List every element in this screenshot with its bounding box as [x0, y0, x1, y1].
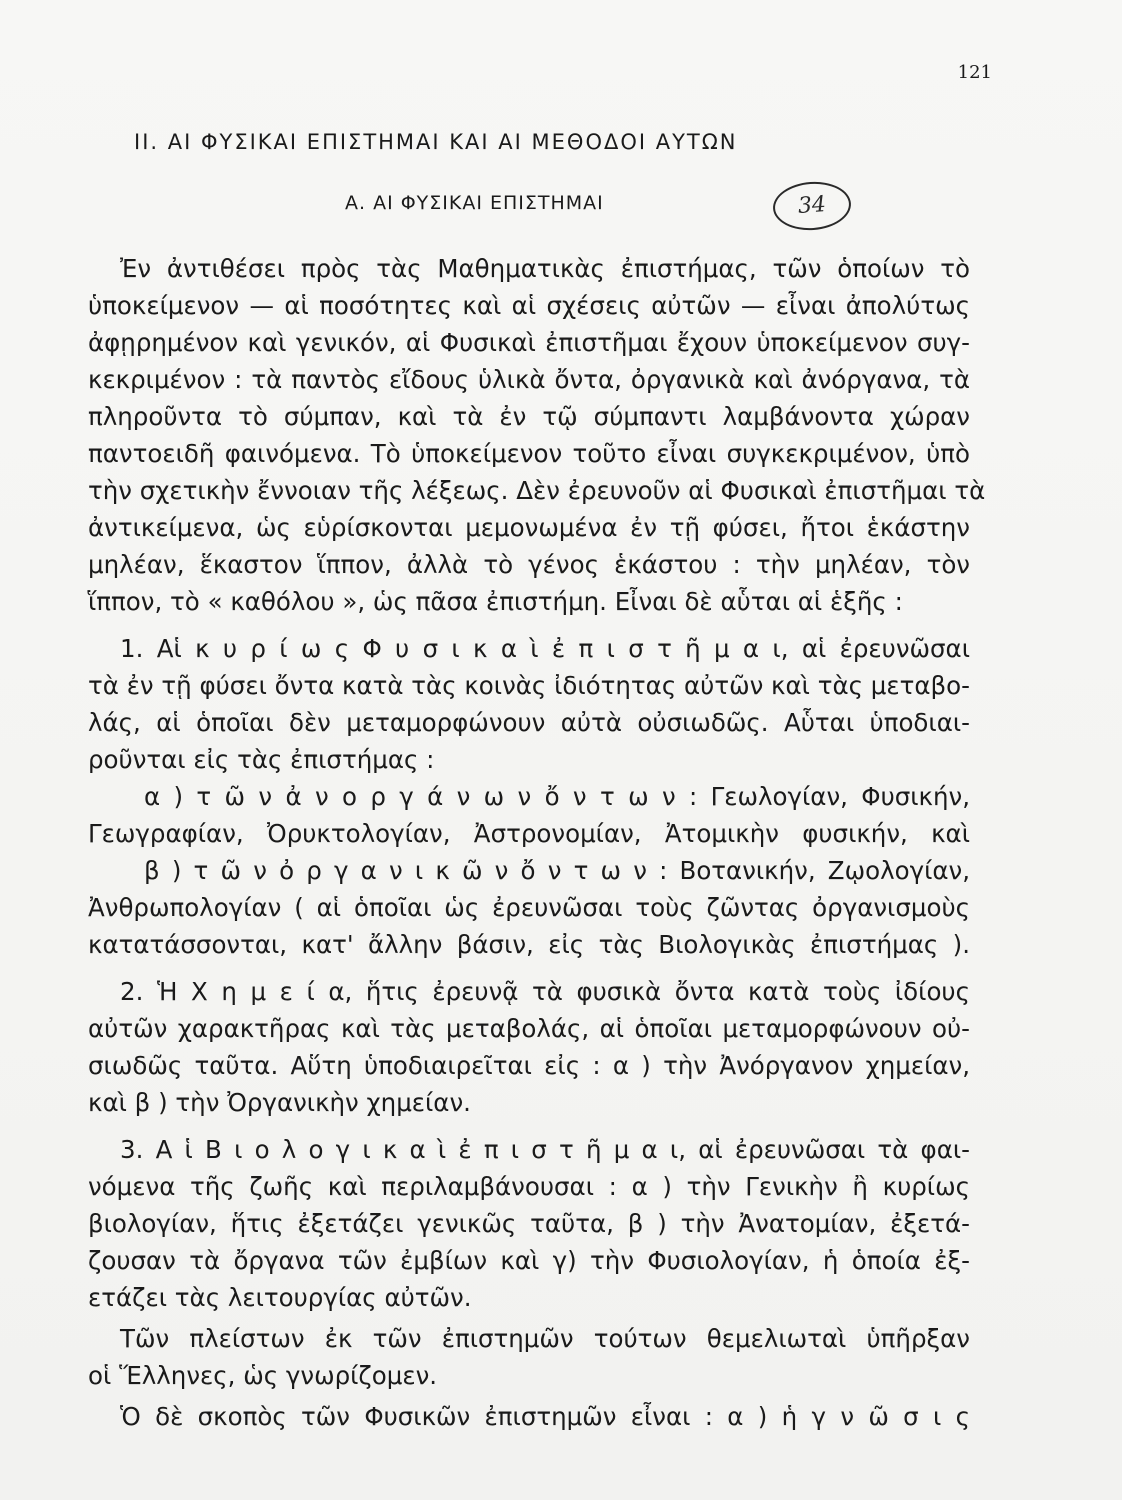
text-line: ὑποκείμενον — αἱ ποσότητες καὶ αἱ σχέσεις αὐτῶν — εἶναι ἀπολύτως — [88, 291, 970, 320]
body-text — [88, 250, 986, 1435]
text-line: Γεωγραφίαν, Ὀρυκτολογίαν, Ἀστρονομίαν, Ἀτομικὴν φυσικήν, καὶ — [88, 819, 970, 848]
page-number: 121 — [957, 62, 992, 83]
text-line: νόμενα τῆς ζωῆς καὶ περιλαμβάνουσαι : α ) τὴν Γενικὴν ἢ κυρίως — [88, 1172, 970, 1201]
text-line: ροῦνται εἰς τὰς ἐπιστήμας : — [88, 745, 435, 774]
text-line: β ) τ ῶ ν ὀ ρ γ α ν ι κ ῶ ν ὄ ν τ ω ν : Βοτανικήν, Ζῳολογίαν, — [144, 856, 970, 885]
text-line: Ἀνθρωπολογίαν ( αἱ ὁποῖαι ὡς ἐρευνῶσαι τοὺς ζῶντας ὀργανισμοὺς — [88, 893, 970, 922]
text-line: ετάζει τὰς λειτουργίας αὐτῶν. — [88, 1283, 472, 1312]
text-line: μηλέαν, ἕκαστον ἵππον, ἀλλὰ τὸ γένος ἑκάστου : τὴν μηλέαν, τὸν — [88, 550, 970, 579]
text-line: ἀντικείμενα, ὡς εὑρίσκονται μεμονωμένα ἐν τῇ φύσει, ἤτοι ἑκάστην — [88, 513, 970, 542]
section-title: Α. ΑΙ ΦΥΣΙΚΑΙ ΕΠΙΣΤΗΜΑΙ — [345, 192, 604, 214]
text-line: καὶ β ) τὴν Ὀργανικὴν χημείαν. — [88, 1088, 471, 1117]
text-line: α ) τ ῶ ν ἀ ν ο ρ γ ά ν ω ν ὄ ν τ ω ν : Γεωλογίαν, Φυσικήν, — [144, 782, 970, 811]
text-line: Ἐν ἀντιθέσει πρὸς τὰς Μαθηματικὰς ἐπιστήμας, τῶν ὁποίων τὸ — [120, 254, 970, 283]
text-line: κεκριμένον : τὰ παντὸς εἴδους ὑλικὰ ὄντα, ὀργανικὰ καὶ ἀνόργανα, τὰ — [88, 365, 970, 394]
text-line: ἀφῃρημένον καὶ γενικόν, αἱ Φυσικαὶ ἐπιστῆμαι ἔχουν ὑποκείμενον συγ- — [88, 328, 970, 357]
text-line: 3. Α ἱ Β ι ο λ ο γ ι κ α ὶ ἐ π ι σ τ ῆ μ α ι, αἱ ἐρευνῶσαι τὰ φαι- — [120, 1135, 970, 1164]
text-line: ζουσαν τὰ ὄργανα τῶν ἐμβίων καὶ γ) τὴν Φυσιολογίαν, ἡ ὁποία ἐξ- — [88, 1246, 970, 1275]
text-line: κατατάσσονται, κατ' ἄλλην βάσιν, εἰς τὰς Βιολογικὰς ἐπιστήμας ). — [88, 930, 970, 959]
text-line: Τῶν πλείστων ἐκ τῶν ἐπιστημῶν τούτων θεμελιωταὶ ὑπῆρξαν — [120, 1324, 970, 1353]
text-line: βιολογίαν, ἥτις ἐξετάζει γενικῶς ταῦτα, β ) τὴν Ἀνατομίαν, ἐξετά- — [88, 1209, 970, 1238]
text-line: 1. Αἱ κ υ ρ ί ω ς Φ υ σ ι κ α ὶ ἐ π ι σ τ ῆ μ α ι, αἱ ἐρευνῶσαι — [120, 634, 970, 663]
text-line: λάς, αἱ ὁποῖαι δὲν μεταμορφώνουν αὐτὰ οὐσιωδῶς. Αὗται ὑποδιαι- — [88, 708, 970, 737]
text-line: οἱ Ἕλληνες, ὡς γνωρίζομεν. — [88, 1361, 438, 1390]
handwritten-page-mark: 34 — [771, 179, 852, 232]
text-line: παντοειδῆ φαινόμενα. Τὸ ὑποκείμενον τοῦτο εἶναι συγκεκριμένον, ὑπὸ — [88, 439, 970, 468]
text-line: σιωδῶς ταῦτα. Αὕτη ὑποδιαιρεῖται εἰς : α ) τὴν Ἀνόργανον χημείαν, — [88, 1051, 970, 1080]
text-line: τὰ ἐν τῇ φύσει ὄντα κατὰ τὰς κοινὰς ἰδιότητας αὐτῶν καὶ τὰς μεταβο- — [88, 671, 970, 700]
text-line: ἵππον, τὸ « καθόλου », ὡς πᾶσα ἐπιστήμη. Εἶναι δὲ αὗται αἱ ἑξῆς : — [88, 587, 903, 616]
text-line: 2. Ἡ Χ η μ ε ί α, ἥτις ἐρευνᾷ τὰ φυσικὰ ὄντα κατὰ τοὺς ἰδίους — [120, 977, 970, 1006]
text-line: τὴν σχετικὴν ἔννοιαν τῆς λέξεως. Δὲν ἐρευνοῦν αἱ Φυσικαὶ ἐπιστῆμαι τὰ — [88, 476, 986, 505]
text-line: πληροῦντα τὸ σύμπαν, καὶ τὰ ἐν τῷ σύμπαντι λαμβάνοντα χώραν — [88, 402, 970, 431]
text-line: Ὁ δὲ σκοπὸς τῶν Φυσικῶν ἐπιστημῶν εἶναι : α ) ἡ γ ν ῶ σ ι ς — [120, 1402, 970, 1431]
chapter-title: ΙΙ. ΑΙ ΦΥΣΙΚΑΙ ΕΠΙΣΤΗΜΑΙ ΚΑΙ ΑΙ ΜΕΘΟΔΟΙ ΑΥΤΩΝ — [134, 130, 738, 154]
text-line: αὐτῶν χαρακτῆρας καὶ τὰς μεταβολάς, αἱ ὁποῖαι μεταμορφώνουν οὐ- — [88, 1014, 970, 1043]
